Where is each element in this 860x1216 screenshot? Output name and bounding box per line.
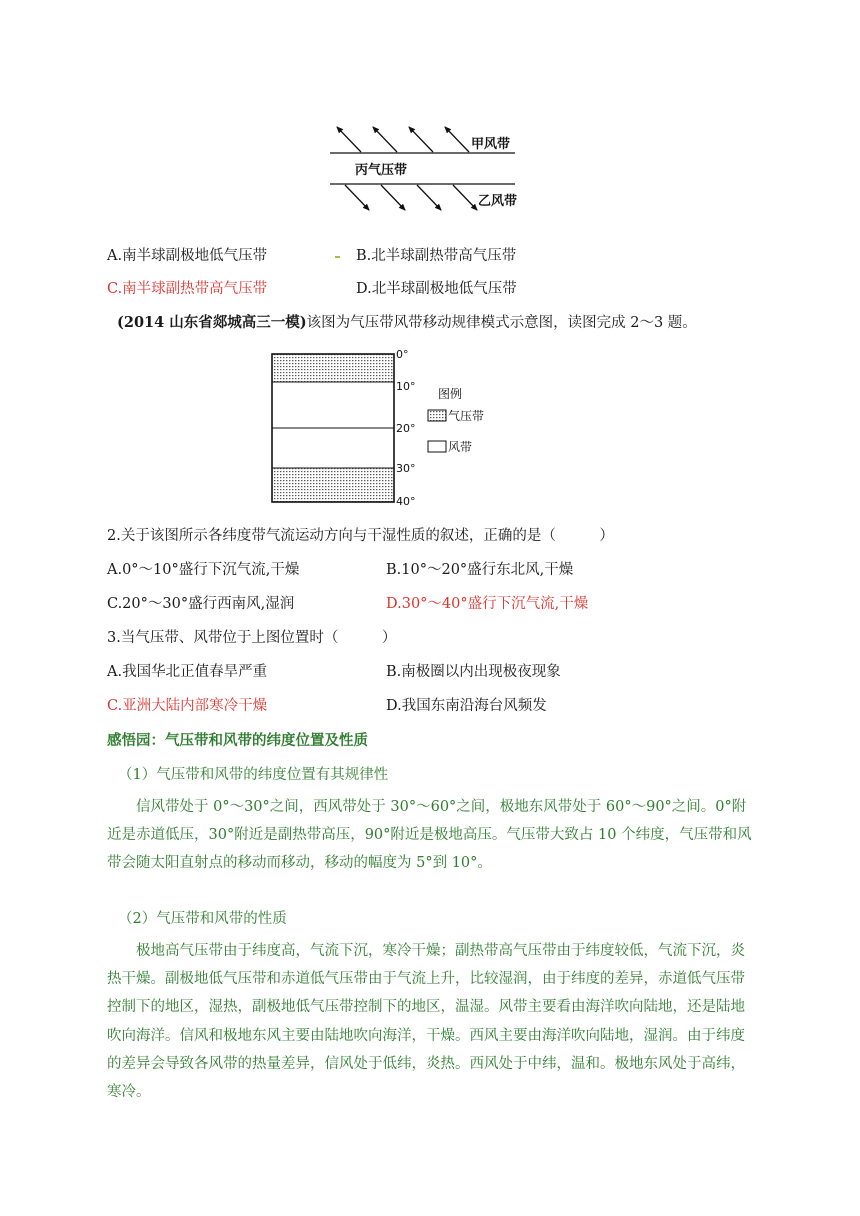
insight-paragraph-1 xyxy=(107,793,757,878)
pressure-band-top xyxy=(272,354,394,382)
tick-label: 30° xyxy=(396,462,416,475)
tick-label: 20° xyxy=(396,422,416,435)
q2-option-d: D.30°～40°盛行下沉气流,干燥 xyxy=(386,596,589,612)
wind-band-upper xyxy=(272,382,394,428)
lower-wind-arrows xyxy=(345,185,477,210)
q2-stem: 2.关于该图所示各纬度带气流运动方向与干湿性质的叙述，正确的是（ ） xyxy=(107,528,614,544)
label-bing-pressure-belt: 丙气压带 xyxy=(355,163,408,178)
label-jia-wind-belt: 甲风带 xyxy=(471,137,511,152)
tick-label: 0° xyxy=(396,348,409,361)
pressure-band-bottom xyxy=(272,468,394,502)
q2-option-b: B.10°～20°盛行东北风,干燥 xyxy=(386,562,574,578)
q3-option-b: B.南极圈以内出现极夜现象 xyxy=(386,664,561,680)
legend-pressure-swatch xyxy=(428,410,446,421)
question-intro-text: 该图为气压带风带移动规律模式示意图，读图完成 2～3 题。 xyxy=(306,315,697,331)
legend-wind-swatch xyxy=(428,441,446,452)
q1-option-b: B.北半球副热带高气压带 xyxy=(356,248,517,264)
tick-label: 40° xyxy=(396,495,416,508)
question-source: (2014 山东省郯城高三一模) xyxy=(117,314,307,331)
tick-label: 10° xyxy=(396,380,416,393)
legend-wind-label: 风带 xyxy=(448,440,473,454)
upper-wind-arrows xyxy=(337,127,469,152)
belt-movement-diagram xyxy=(268,348,493,508)
q3-option-d: D.我国东南沿海台风频发 xyxy=(386,698,547,714)
label-yi-wind-belt: 乙风带 xyxy=(478,194,518,209)
q3-option-c: C.亚洲大陆内部寒冷干燥 xyxy=(107,698,268,714)
insight-paragraph-1-text: 信风带处于 0°～30°之间，西风带处于 30°～60°之间，极地东风带处于 60°～90°之间。0°附近是赤道低压，30°附近是副热带高压，90°附近是极地高压。气压带大致占 10 个纬度，气压带和风带会随太阳直射点的移动而移动，移动的幅度为 5°到 10°。 xyxy=(107,799,752,872)
wind-band-lower xyxy=(272,428,394,468)
legend-title: 图例 xyxy=(438,387,463,401)
q1-option-c: C.南半球副热带高气压带 xyxy=(107,281,268,297)
insight-paragraph-2-text: 极地高气压带由于纬度高，气流下沉，寒冷干燥；副热带高气压带由于纬度较低，气流下沉，炎热干燥。副极地低气压带和赤道低气压带由于气流上升，比较湿润，由于纬度的差异，赤道低气压带控制下的地区，湿热，副极地低气压带控制下的地区，温湿。风带主要看由海洋吹向陆地，还是陆地吹向海洋。信风和极地东风主要由陆地吹向海洋，干燥。西风主要由海洋吹向陆地，湿润。由于纬度的差异会导致各风带的热量差异，信风处于低纬，炎热。西风处于中纬，温和。极地东风处于高纬，寒冷。 xyxy=(107,943,745,1101)
insight-subheading-2: （2）气压带和风带的性质 xyxy=(118,911,287,927)
q2-option-c: C.20°～30°盛行西南风,湿润 xyxy=(107,596,295,612)
insight-heading: 感悟园：气压带和风带的纬度位置及性质 xyxy=(107,732,368,749)
wind-belt-diagram xyxy=(325,118,525,218)
insight-subheading-1: （1）气压带和风带的纬度位置有其规律性 xyxy=(118,767,389,783)
q1-option-a: A.南半球副极地低气压带 xyxy=(107,248,268,264)
insight-paragraph-2 xyxy=(107,937,757,1106)
q3-option-a: A.我国华北正值春旱严重 xyxy=(107,664,268,680)
q2-option-a: A.0°～10°盛行下沉气流,干燥 xyxy=(107,562,300,578)
question-intro xyxy=(117,313,697,333)
legend-pressure-label: 气压带 xyxy=(448,409,485,423)
q3-stem: 3.当气压带、风带位于上图位置时（ ） xyxy=(107,630,397,646)
q1-option-d: D.北半球副极地低气压带 xyxy=(356,281,517,297)
stray-mark xyxy=(335,256,340,258)
